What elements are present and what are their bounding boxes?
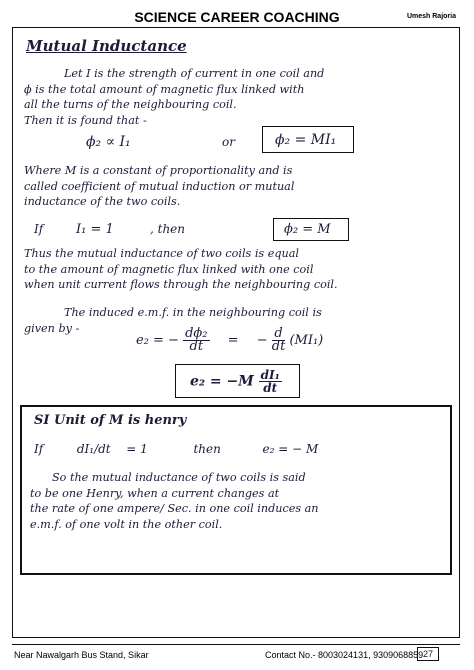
time-derivative <box>272 328 286 353</box>
thus-paragraph <box>24 246 448 293</box>
si-then-text: then <box>193 442 221 456</box>
text-line: The induced e.m.f. in the neighbouring coil is <box>64 306 322 319</box>
current-derivative <box>259 369 282 394</box>
footer-divider <box>12 644 460 645</box>
boxed-equation-mutual <box>273 218 349 241</box>
text-line: all the turns of the neighbouring coil. <box>24 98 237 111</box>
minus-sign: − <box>256 333 268 348</box>
current-derivative-denominator: dt <box>263 381 278 395</box>
header-title: SCIENCE CAREER COACHING <box>134 9 340 25</box>
text-line: the rate of one ampere/ Sec. in one coil induces an <box>30 502 319 515</box>
header-author: Umesh Rajoria <box>406 13 456 20</box>
text-line: called coefficient of mutual induction or mutual <box>24 179 295 193</box>
time-derivative-denominator: dt <box>271 339 286 354</box>
footer-address: Near Nawalgarh Bus Stand, Sikar <box>14 650 149 660</box>
section-heading: Mutual Inductance <box>26 37 187 55</box>
si-rate-numerator: dI₁ <box>76 442 95 456</box>
text-line: given by - <box>24 321 80 335</box>
time-derivative-numerator: d <box>272 328 286 341</box>
si-unit-title: SI Unit of M is henry <box>34 413 187 428</box>
si-result: e₂ = − M <box>262 442 319 456</box>
si-if-line: If dI₁/dt = 1 then e₂ = − M <box>34 442 319 456</box>
emf-derivation <box>136 328 323 353</box>
si-if-text: If <box>34 442 44 456</box>
or-text: or <box>222 135 235 149</box>
proportionality-equation: ϕ₂ ∝ I₁ <box>86 134 131 150</box>
flux-derivative <box>183 328 209 353</box>
text-line: Let I is the strength of current in one coil and <box>64 67 325 80</box>
current-derivative-numerator: dI₁ <box>260 368 280 382</box>
text-line: e.m.f. of one volt in the other coil. <box>30 517 223 531</box>
text-line: to the amount of magnetic flux linked with one coil <box>24 262 314 276</box>
text-line: Where M is a constant of proportionality and is <box>24 164 293 177</box>
si-definition-paragraph <box>30 470 448 532</box>
boxed-equation-flux <box>262 126 354 153</box>
emf-final-equation <box>190 369 282 394</box>
equals-sign: = <box>227 333 239 348</box>
flux-derivative-numerator: dϕ₂ <box>185 326 208 341</box>
boxed-equation-emf <box>175 364 300 398</box>
text-line: inductance of the two coils. <box>24 195 181 208</box>
emf-lhs: e₂ = − <box>136 333 179 348</box>
flux-equation: ϕ₂ = MI₁ <box>275 132 337 148</box>
if-text: If <box>34 222 44 236</box>
page-number: 27 <box>417 647 439 661</box>
unit-current-condition: I₁ = 1 <box>76 222 114 237</box>
text-line: Thus the mutual inductance of two coils is equal <box>24 247 299 260</box>
text-line: ϕ is the total amount of magnetic flux linked with <box>24 82 305 96</box>
text-line: Then it is found that - <box>24 113 147 127</box>
si-rate-value: = 1 <box>126 442 148 456</box>
then-text: , then <box>150 222 186 236</box>
mutual-equation: ϕ₂ = M <box>284 222 331 237</box>
si-rate-denominator: dt <box>98 442 111 456</box>
footer-contact: Contact No.- 8003024131, 9309068859 <box>265 650 424 660</box>
text-line: to be one Henry, when a current changes at <box>30 486 280 500</box>
where-paragraph <box>24 163 448 210</box>
emf-final-lhs: e₂ = −M <box>190 373 254 390</box>
intro-paragraph <box>24 66 448 128</box>
flux-derivative-denominator: dt <box>189 339 204 354</box>
emf-tail: (MI₁) <box>289 333 324 348</box>
text-line: So the mutual inductance of two coils is said <box>52 471 306 484</box>
page-header <box>0 0 474 30</box>
text-line: when unit current flows through the neighbouring coil. <box>24 278 338 291</box>
